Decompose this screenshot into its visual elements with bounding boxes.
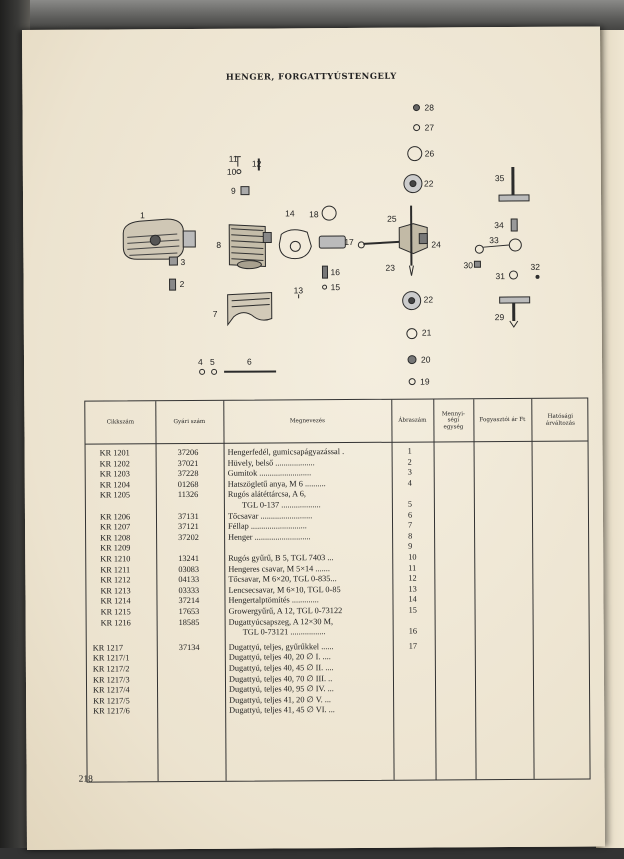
cell-megnevezes: Rugós alátéttárcsa, A 6,	[227, 489, 306, 500]
callout-27: 27	[424, 122, 435, 133]
cell-abraszam: 9	[408, 542, 413, 552]
callout-9: 9	[230, 185, 236, 196]
cell-gyari-szam: 37206	[177, 447, 199, 458]
exploded-parts-diagram	[22, 26, 602, 400]
header-abraszam: Ábraszám	[398, 417, 427, 424]
cell-cikkszam: KR 1213	[100, 586, 131, 596]
cell-megnevezes: Dugattyú, teljes 40, 70 ∅ III. ..	[228, 673, 333, 684]
cell-abraszam: 15	[408, 605, 417, 615]
cell-megnevezes: Féllap ...........................	[228, 521, 307, 531]
cell-abraszam: 16	[408, 626, 418, 636]
column-divider	[223, 401, 226, 781]
callout-32: 32	[530, 261, 540, 272]
cell-abraszam: 6	[407, 510, 413, 520]
header-fogyasztoi-ar: Fogyasztói ár Ft	[479, 417, 526, 424]
cell-abraszam: 10	[408, 552, 417, 562]
callout-15: 15	[330, 282, 341, 293]
callout-3: 3	[180, 257, 186, 268]
cell-cikkszam: KR 1217/1	[92, 653, 130, 663]
cylinder-part	[229, 224, 271, 268]
cell-gyari-szam: 03083	[178, 564, 200, 574]
callout-16: 16	[330, 267, 340, 278]
cell-cikkszam: KR 1208	[100, 533, 131, 543]
callout-1: 1	[140, 210, 145, 221]
cell-cikkszam: KR 1212	[100, 575, 131, 585]
callout-22-bottom: 22	[423, 294, 434, 305]
callout-25: 25	[387, 213, 397, 224]
cell-cikkszam: KR 1217/6	[93, 706, 130, 716]
cell-cikkszam: KR 1205	[99, 490, 131, 500]
cell-cikkszam: KR 1204	[99, 480, 131, 490]
page-title: HENGER, FORGATTYÚSTENGELY	[225, 70, 397, 82]
column-divider	[155, 401, 158, 781]
cell-abraszam: 1	[407, 446, 412, 456]
cell-megnevezes: Henger ...........................	[228, 532, 311, 542]
cell-gyari-szam: 37214	[178, 596, 200, 606]
page-number: 218	[78, 774, 93, 785]
cell-gyari-szam: 37202	[178, 532, 199, 542]
callout-12: 12	[251, 158, 262, 169]
cell-megnevezes: Hengeres csavar, M 5×14 .......	[228, 563, 330, 574]
cell-gyari-szam: 04133	[178, 575, 200, 585]
callout-31: 31	[495, 271, 506, 282]
callout-26: 26	[424, 148, 435, 159]
cell-abraszam: 7	[408, 520, 413, 530]
cell-abraszam: 5	[407, 499, 413, 509]
cell-abraszam: 3	[407, 467, 412, 477]
callout-4: 4	[198, 356, 203, 367]
callout-23: 23	[385, 262, 395, 273]
cell-cikkszam: KR 1203	[99, 469, 130, 479]
cell-megnevezes: Dugattyú, teljes 41, 20 ∅ V. ...	[229, 694, 331, 705]
cell-cikkszam: KR 1211	[100, 564, 131, 575]
cell-cikkszam: KR 1216	[100, 617, 131, 628]
cell-megnevezes: Gumitok .........................	[227, 468, 312, 478]
cell-megnevezes: Lencsecsavar, M 6×10, TGL 0-85	[228, 584, 341, 595]
callout-11: 11	[228, 153, 238, 164]
table-header	[85, 399, 587, 445]
cell-megnevezes: Tőcsavar, M 6×20, TGL 0-835...	[228, 574, 337, 584]
cell-abraszam: 13	[408, 584, 417, 594]
cell-megnevezes: Dugattyúcsapszeg, A 12×30 M,	[228, 616, 334, 627]
cell-abraszam: 17	[408, 641, 418, 651]
cell-megnevezes: Hatszögletű anya, M 6 ..........	[227, 478, 326, 489]
cell-abraszam: 2	[407, 457, 412, 467]
cell-gyari-szam: 18585	[178, 617, 200, 627]
cell-cikkszam: KR 1214	[100, 596, 131, 606]
parts-table	[84, 398, 590, 783]
column-divider	[391, 400, 394, 780]
cell-megnevezes: Dugattyú, teljes, gyűrűkkel ......	[228, 641, 334, 652]
cell-abraszam: 4	[407, 478, 412, 488]
callout-33: 33	[489, 235, 499, 246]
cell-gyari-szam: 37021	[177, 458, 199, 468]
cell-gyari-szam: 37134	[178, 642, 200, 652]
cell-gyari-szam: 37121	[178, 522, 199, 532]
cell-megnevezes: Rugós gyűrű, B 5, TGL 7403 ...	[228, 553, 334, 563]
cell-gyari-szam: 11326	[177, 490, 199, 500]
cell-cikkszam: KR 1217/3	[92, 674, 130, 685]
callout-20: 20	[420, 354, 431, 365]
callout-18: 18	[309, 209, 319, 220]
callout-19: 19	[420, 376, 430, 387]
cell-megnevezes: TGL 0-137 ...................	[241, 500, 321, 510]
callout-8: 8	[216, 239, 222, 250]
callout-30: 30	[463, 260, 473, 271]
cell-megnevezes: Dugattyú, teljes 41, 45 ∅ VI. ...	[229, 705, 335, 716]
cell-cikkszam: KR 1210	[100, 554, 131, 564]
cell-cikkszam: KR 1201	[99, 448, 130, 458]
cell-cikkszam: KR 1209	[100, 543, 131, 553]
cell-abraszam: 12	[408, 573, 417, 583]
cell-megnevezes: Hüvely, belső ...................	[227, 457, 315, 468]
cell-cikkszam: KR 1202	[99, 458, 130, 469]
header-hatosagi: Hatósági árváltozás	[545, 413, 575, 427]
cell-gyari-szam: 37228	[177, 469, 199, 479]
cell-cikkszam: KR 1217/4	[93, 685, 130, 695]
cell-gyari-szam: 13241	[178, 553, 200, 564]
cell-megnevezes: Hengerfedél, gumicsapágyazással .	[227, 447, 345, 457]
callout-5: 5	[210, 356, 215, 367]
cell-megnevezes: Hengertalptömítés .............	[228, 595, 319, 606]
callout-29: 29	[494, 312, 505, 323]
cell-cikkszam: KR 1217/5	[93, 696, 130, 706]
cell-megnevezes: Growergyűrű, A 12, TGL 0-73122	[228, 606, 343, 616]
cell-megnevezes: Dugattyú, teljes 40, 95 ∅ IV. ...	[229, 684, 334, 694]
cell-abraszam: 8	[408, 531, 413, 541]
callout-28: 28	[424, 102, 434, 113]
cell-megnevezes: Dugattyú, teljes 40, 20 ∅ I. ....	[228, 652, 331, 663]
column-divider	[531, 399, 534, 779]
header-cikkszam: Cikkszám	[106, 419, 135, 426]
callout-22-top: 22	[423, 178, 434, 189]
callout-14: 14	[285, 208, 295, 219]
callout-10: 10	[226, 166, 237, 177]
cell-cikkszam: KR 1215	[100, 607, 131, 617]
callout-13: 13	[293, 285, 304, 296]
cylinder-head-part	[123, 219, 195, 259]
header-megnevezes: Megnevezés	[289, 418, 325, 425]
callout-17: 17	[344, 236, 354, 248]
callout-34: 34	[494, 220, 504, 231]
callout-24: 24	[431, 239, 441, 250]
callout-7: 7	[212, 308, 218, 319]
cell-gyari-szam: 17653	[178, 606, 200, 617]
cell-abraszam: 14	[408, 594, 417, 605]
cell-cikkszam: KR 1207	[100, 522, 131, 532]
cell-abraszam: 11	[408, 563, 417, 573]
photo-bottom-shadow	[0, 848, 624, 859]
callout-21: 21	[421, 327, 432, 338]
cell-megnevezes: TGL 0-73121 .................	[242, 627, 326, 637]
cell-gyari-szam: 37131	[177, 511, 199, 521]
callout-35: 35	[494, 173, 505, 184]
cell-cikkszam: KR 1217/2	[92, 664, 130, 674]
cell-gyari-szam: 01268	[177, 479, 199, 489]
cell-cikkszam: KR 1217	[92, 643, 124, 653]
catalog-page	[22, 26, 605, 850]
cell-megnevezes: Dugattyú, teljes 40, 45 ∅ II. ....	[228, 663, 334, 673]
header-mennyiseg: Mennyi-ségi egység	[441, 411, 465, 431]
cell-cikkszam: KR 1206	[99, 511, 131, 522]
header-gyari-szam: Gyári szám	[173, 419, 206, 426]
cell-megnevezes: Tőcsavar .........................	[227, 510, 313, 521]
callout-2: 2	[179, 279, 185, 290]
callout-6: 6	[246, 356, 252, 367]
cell-gyari-szam: 03333	[178, 585, 200, 595]
column-divider	[473, 399, 476, 779]
column-divider	[433, 399, 436, 779]
